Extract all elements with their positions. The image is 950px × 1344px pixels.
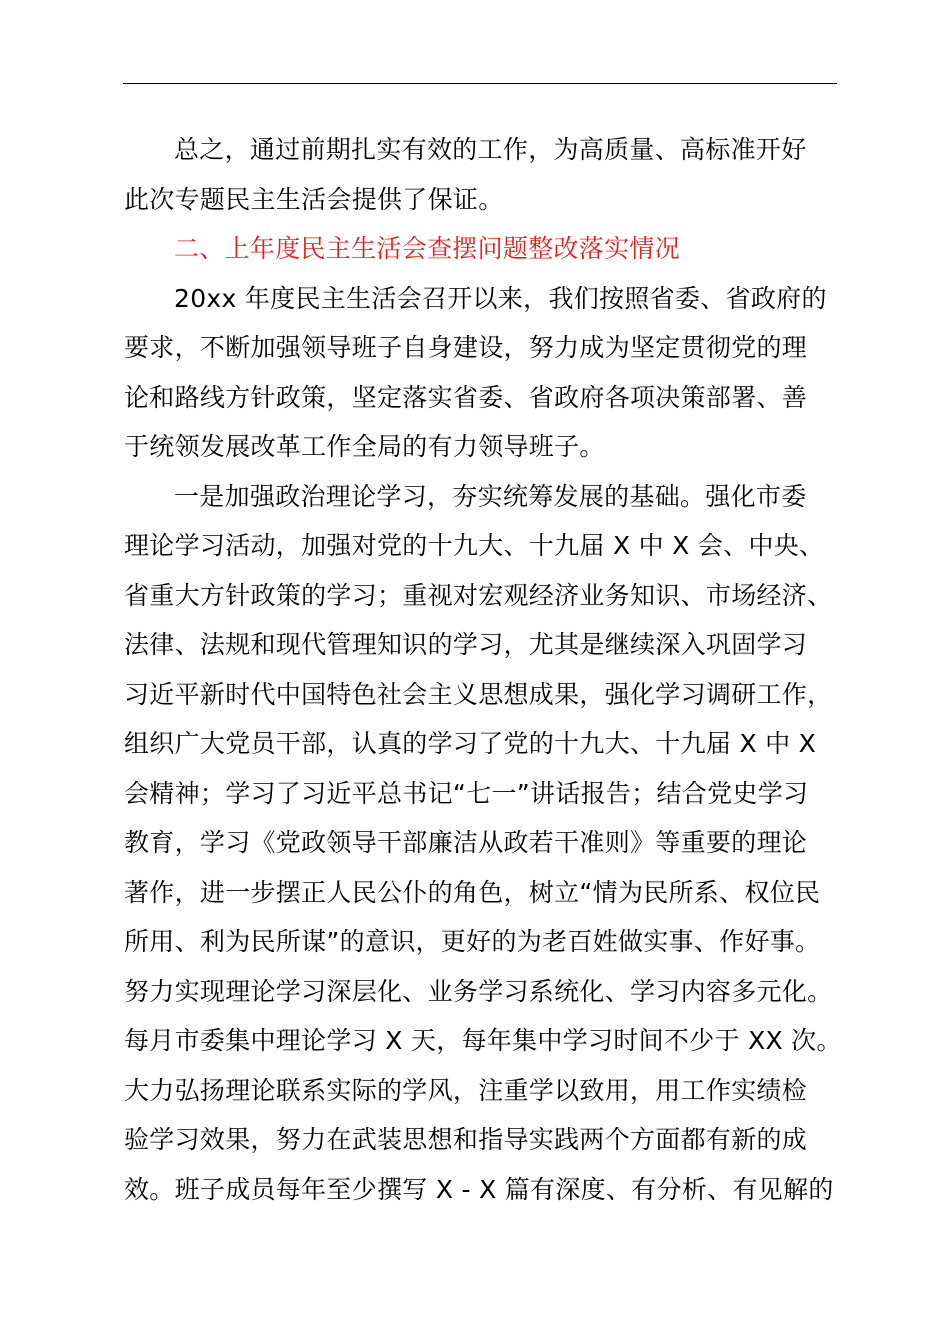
- line-text: 总之，通过前期扎实有效的工作，为高质量、高标准开好: [174, 135, 807, 164]
- paragraph-line: [0, 180, 950, 220]
- paragraph-line: [0, 427, 950, 467]
- paragraph-line: [0, 922, 950, 962]
- paragraph-line: [0, 1120, 950, 1160]
- line-text: 一是加强政治理论学习，夯实统筹发展的基础。强化市委: [174, 482, 807, 511]
- line-text: 习近平新时代中国特色社会主义思想成果，强化学习调研工作，: [124, 680, 833, 709]
- paragraph-line: [0, 328, 950, 368]
- line-text: 此次专题民主生活会提供了保证。: [124, 185, 504, 214]
- line-text: 大力弘扬理论联系实际的学风，注重学以致用，用工作实绩检: [124, 1076, 808, 1105]
- line-text: 每月市委集中理论学习 X 天，每年集中学习时间不少于 XX 次。: [124, 1026, 842, 1055]
- paragraph-line: [0, 823, 950, 863]
- paragraph-line: [0, 526, 950, 566]
- line-text: 著作，进一步摆正人民公仆的角色，树立“情为民所系、权位民: [124, 878, 821, 907]
- line-text: 验学习效果，努力在武装思想和指导实践两个方面都有新的成: [124, 1125, 808, 1154]
- paragraph-line: [0, 1071, 950, 1111]
- paragraph-line: [0, 576, 950, 616]
- header-rule: [123, 83, 837, 84]
- paragraph-line: [0, 477, 950, 517]
- line-text: 20xx 年度民主生活会召开以来，我们按照省委、省政府的: [174, 284, 827, 313]
- paragraph-line: [0, 774, 950, 814]
- paragraph-line: [0, 873, 950, 913]
- paragraph-line: [0, 724, 950, 764]
- line-text: 会精神；学习了习近平总书记“七一”讲话报告；结合党史学习: [124, 779, 809, 808]
- line-text: 法律、法规和现代管理知识的学习，尤其是继续深入巩固学习: [124, 630, 808, 659]
- line-text: 省重大方针政策的学习；重视对宏观经济业务知识、市场经济、: [124, 581, 833, 610]
- paragraph-line: [0, 1170, 950, 1210]
- line-text: 论和路线方针政策，坚定落实省委、省政府各项决策部署、善: [124, 383, 808, 412]
- paragraph-line: [0, 972, 950, 1012]
- section-heading: [0, 229, 950, 269]
- line-text: 所用、利为民所谋”的意识，更好的为老百姓做实事、作好事。: [124, 927, 821, 956]
- line-text: 要求，不断加强领导班子自身建设，努力成为坚定贯彻党的理: [124, 333, 808, 362]
- paragraph-line: [0, 675, 950, 715]
- paragraph-line: [0, 1021, 950, 1061]
- paragraph-line: [0, 625, 950, 665]
- line-text: 理论学习活动，加强对党的十九大、十九届 X 中 X 会、中央、: [124, 531, 825, 560]
- section-heading-text: 二、上年度民主生活会查摆问题整改落实情况: [174, 234, 681, 263]
- paragraph-line: [0, 279, 950, 319]
- line-text: 于统领发展改革工作全局的有力领导班子。: [124, 432, 605, 461]
- line-text: 组织广大党员干部，认真的学习了党的十九大、十九届 X 中 X: [124, 729, 817, 758]
- line-text: 效。班子成员每年至少撰写 X - X 篇有深度、有分析、有见解的: [124, 1175, 834, 1204]
- line-text: 努力实现理论学习深层化、业务学习系统化、学习内容多元化。: [124, 977, 833, 1006]
- paragraph-line: [0, 130, 950, 170]
- paragraph-line: [0, 378, 950, 418]
- line-text: 教育，学习《党政领导干部廉洁从政若干准则》等重要的理论: [124, 828, 808, 857]
